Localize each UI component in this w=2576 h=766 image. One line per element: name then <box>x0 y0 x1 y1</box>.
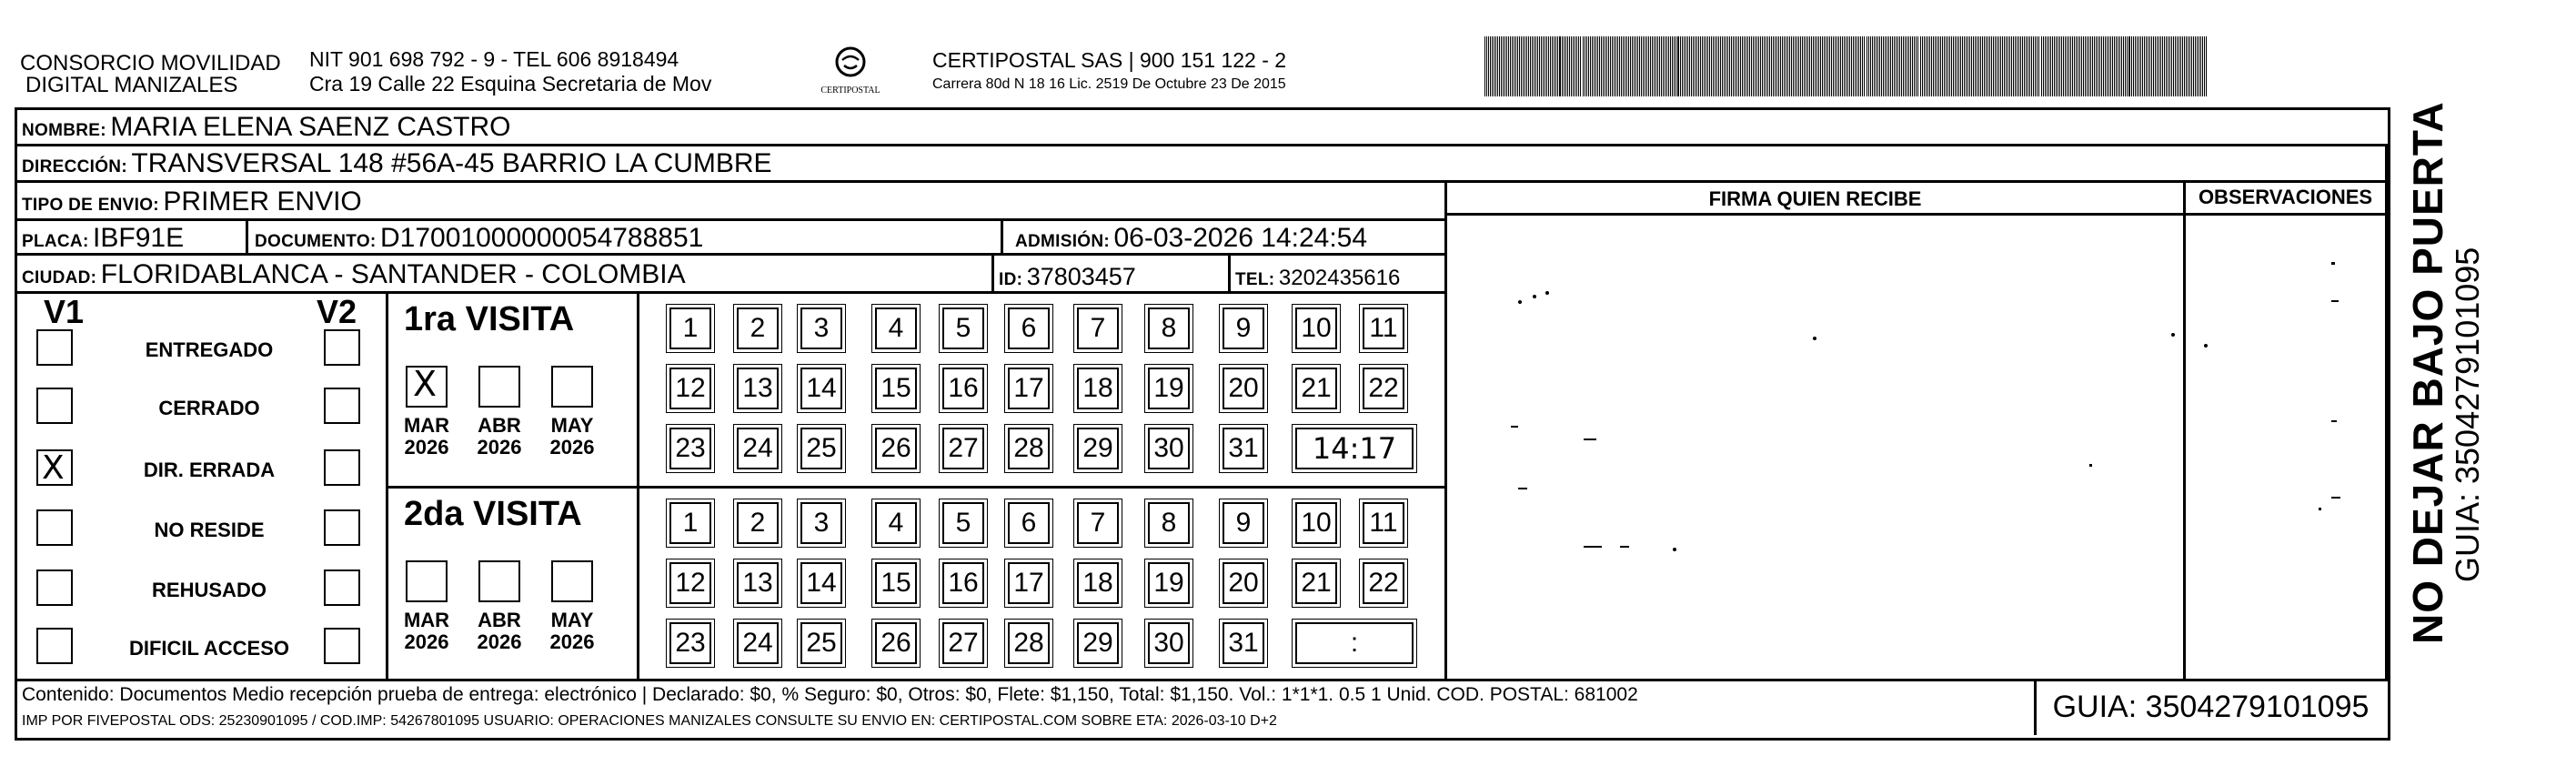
documento-value: D17001000000054788851 <box>380 223 704 253</box>
ciudad-value: FLORIDABLANCA - SANTANDER - COLOMBIA <box>100 259 686 289</box>
visit2-day-6[interactable]: 6 <box>1008 502 1050 544</box>
id-label: ID: <box>999 270 1023 289</box>
div-placa-doc <box>246 218 248 253</box>
visit2-day-10[interactable]: 10 <box>1295 502 1337 544</box>
direccion-label: DIRECCIÓN: <box>22 157 127 176</box>
v1-checkbox-4[interactable] <box>36 569 73 606</box>
visit1-day-9[interactable]: 9 <box>1223 307 1264 349</box>
rule-nombre <box>15 144 2390 146</box>
visit1-day-24[interactable]: 24 <box>737 428 779 469</box>
rule-ciudad <box>15 291 1444 294</box>
courier-logo-text: CERTIPOSTAL <box>820 86 880 96</box>
visit1-month-label-2 <box>540 415 604 459</box>
courier-line: CERTIPOSTAL SAS | 900 151 122 - 2 <box>932 48 1287 72</box>
field-tipo <box>22 187 362 217</box>
visit2-day-27[interactable]: 27 <box>942 622 984 664</box>
visit2-day-18[interactable]: 18 <box>1077 562 1119 604</box>
month-name: ABR <box>478 609 521 631</box>
status-label-5: DIFICIL ACCESO <box>128 637 289 660</box>
month-check-mark: X <box>413 364 438 404</box>
v1-checkbox-2[interactable] <box>36 449 73 486</box>
documento-label: DOCUMENTO: <box>255 232 377 251</box>
visit2-day-30[interactable]: 30 <box>1148 622 1190 664</box>
visit1-day-26[interactable]: 26 <box>875 428 917 469</box>
visit1-month-label-0 <box>395 415 458 459</box>
v1-checkbox-0[interactable] <box>36 329 73 366</box>
v1-checkbox-1[interactable] <box>36 388 73 424</box>
visit1-day-28[interactable]: 28 <box>1008 428 1050 469</box>
field-admision <box>1015 224 1367 253</box>
month-year: 2026 <box>404 630 449 653</box>
visit2-month-box-2[interactable] <box>551 560 593 602</box>
month-year: 2026 <box>404 436 449 459</box>
field-ciudad <box>22 260 686 289</box>
field-nombre <box>22 113 510 142</box>
v2-checkbox-4[interactable] <box>324 569 360 606</box>
courier-info <box>932 47 1286 95</box>
visit1-month-box-2[interactable] <box>551 366 593 408</box>
visit2-time-box[interactable]: : <box>1295 622 1414 664</box>
admision-value: 06-03-2026 14:24:54 <box>1113 223 1368 253</box>
visit1-day-17[interactable]: 17 <box>1008 368 1050 409</box>
visit1-day-31[interactable]: 31 <box>1223 428 1264 469</box>
visit2-month-label-0 <box>395 610 458 653</box>
no-dejar-warning: NO DEJAR BAJO PUERTA <box>2404 101 2451 644</box>
v2-checkbox-0[interactable] <box>324 329 360 366</box>
visit2-day-25[interactable]: 25 <box>800 622 842 664</box>
visit2-day-2[interactable]: 2 <box>737 502 779 544</box>
visit2-day-22[interactable]: 22 <box>1363 562 1404 604</box>
month-name: MAR <box>403 414 450 437</box>
visit1-day-4[interactable]: 4 <box>875 307 917 349</box>
month-year: 2026 <box>549 630 595 653</box>
visit-title-1: 1ra VISITA <box>404 300 575 338</box>
visit1-day-21[interactable]: 21 <box>1295 368 1337 409</box>
div-months-days <box>637 291 639 679</box>
visit2-day-24[interactable]: 24 <box>737 622 779 664</box>
v2-header: V2 <box>317 293 357 330</box>
status-label-4: REHUSADO <box>152 579 267 601</box>
v1-check-mark: X <box>42 449 65 487</box>
visit1-day-27[interactable]: 27 <box>942 428 984 469</box>
courier-logo-icon <box>810 42 891 102</box>
month-year: 2026 <box>477 630 522 653</box>
visit2-day-26[interactable]: 26 <box>875 622 917 664</box>
nombre-value: MARIA ELENA SAENZ CASTRO <box>110 112 511 142</box>
visit1-month-box-0[interactable] <box>406 366 448 408</box>
ciudad-label: CIUDAD: <box>22 268 97 287</box>
footer-imp: IMP POR FIVEPOSTAL ODS: 25230901095 / COD.IMP: 54267801095 USUARIO: OPERACIONES MANIZALES CONSULTE SU ENVIO EN: CERTIPOSTAL.COM SOBRE ETA: 2026-03-10 D+2 <box>22 713 1277 729</box>
company-contact <box>309 47 711 96</box>
visit1-day-19[interactable]: 19 <box>1148 368 1190 409</box>
visit1-day-29[interactable]: 29 <box>1077 428 1119 469</box>
visit2-day-23[interactable]: 23 <box>669 622 711 664</box>
visit2-month-label-2 <box>540 610 604 653</box>
visit1-day-1[interactable]: 1 <box>669 307 711 349</box>
field-documento <box>255 224 703 253</box>
visit2-day-8[interactable]: 8 <box>1148 502 1190 544</box>
v1-header: V1 <box>44 293 85 330</box>
visit2-day-29[interactable]: 29 <box>1077 622 1119 664</box>
courier-logo <box>810 42 891 102</box>
visit1-day-6[interactable]: 6 <box>1008 307 1050 349</box>
visit1-day-25[interactable]: 25 <box>800 428 842 469</box>
side-guia-number: GUIA: 3504279101095 <box>2449 247 2486 582</box>
firma-header: FIRMA QUIEN RECIBE <box>1708 187 1922 210</box>
status-label-2: DIR. ERRADA <box>143 459 276 481</box>
visit2-day-1[interactable]: 1 <box>669 502 711 544</box>
visit1-day-14[interactable]: 14 <box>800 368 842 409</box>
visit1-day-7[interactable]: 7 <box>1077 307 1119 349</box>
direccion-value: TRANSVERSAL 148 #56A-45 BARRIO LA CUMBRE <box>131 148 772 178</box>
company-name-line2: DIGITAL MANIZALES <box>25 73 238 97</box>
rule-tipo <box>15 218 1444 221</box>
month-name: MAY <box>550 609 594 631</box>
tipo-value: PRIMER ENVIO <box>163 186 362 217</box>
barcode <box>1483 36 2210 96</box>
placa-label: PLACA: <box>22 232 89 251</box>
visit1-day-15[interactable]: 15 <box>875 368 917 409</box>
visit1-time-box[interactable]: 14:17 <box>1295 428 1414 469</box>
field-tel <box>1235 264 1400 293</box>
tel-label: TEL: <box>1235 270 1275 289</box>
visit1-day-10[interactable]: 10 <box>1295 307 1337 349</box>
observaciones-specks <box>2186 218 2385 679</box>
v1-checkbox-3[interactable] <box>36 509 73 546</box>
status-label-3: NO RESIDE <box>154 519 265 541</box>
tipo-label: TIPO DE ENVIO: <box>22 196 159 215</box>
v2-checkbox-2[interactable] <box>324 449 360 486</box>
visit2-day-21[interactable]: 21 <box>1295 562 1337 604</box>
visit2-day-28[interactable]: 28 <box>1008 622 1050 664</box>
visit2-month-label-1 <box>468 610 531 653</box>
visit1-day-5[interactable]: 5 <box>942 307 984 349</box>
visit2-day-17[interactable]: 17 <box>1008 562 1050 604</box>
visit1-day-18[interactable]: 18 <box>1077 368 1119 409</box>
visit1-day-11[interactable]: 11 <box>1363 307 1404 349</box>
v2-checkbox-3[interactable] <box>324 509 360 546</box>
div-ciudad-id <box>991 253 994 291</box>
visit2-day-19[interactable]: 19 <box>1148 562 1190 604</box>
field-placa <box>22 224 184 253</box>
address-line: Cra 19 Calle 22 Esquina Secretaria de Mov <box>309 72 712 96</box>
company-name-line1: CONSORCIO MOVILIDAD <box>20 51 281 76</box>
company-name <box>20 53 281 96</box>
observaciones-area <box>2186 218 2385 679</box>
signature-area <box>1447 218 2183 679</box>
rule-visits-split <box>386 486 1444 489</box>
visit1-month-label-1 <box>468 415 531 459</box>
month-name: MAY <box>550 414 594 437</box>
courier-address: Carrera 80d N 18 16 Lic. 2519 De Octubre 23 De 2015 <box>932 76 1286 92</box>
div-doc-adm <box>1001 218 1003 253</box>
v2-checkbox-1[interactable] <box>324 388 360 424</box>
signature-specks <box>1447 218 2183 679</box>
visit1-day-22[interactable]: 22 <box>1363 368 1404 409</box>
guia-number: GUIA: 3504279101095 <box>2034 679 2385 735</box>
visit2-day-31[interactable]: 31 <box>1223 622 1264 664</box>
visit2-day-13[interactable]: 13 <box>737 562 779 604</box>
month-name: MAR <box>403 609 450 631</box>
visit2-day-11[interactable]: 11 <box>1363 502 1404 544</box>
visit2-month-box-0[interactable] <box>406 560 448 602</box>
visit2-day-9[interactable]: 9 <box>1223 502 1264 544</box>
month-year: 2026 <box>549 436 595 459</box>
rule-direccion <box>15 180 2390 183</box>
visit1-day-3[interactable]: 3 <box>800 307 842 349</box>
nit-line: NIT 901 698 792 - 9 - TEL 606 8918494 <box>309 47 679 71</box>
visit2-day-20[interactable]: 20 <box>1223 562 1264 604</box>
placa-value: IBF91E <box>93 223 185 253</box>
field-direccion <box>22 149 772 178</box>
visit2-month-box-1[interactable] <box>478 560 520 602</box>
status-label-1: CERRADO <box>158 397 260 419</box>
visit1-day-12[interactable]: 12 <box>669 368 711 409</box>
visit2-day-4[interactable]: 4 <box>875 502 917 544</box>
admision-label: ADMISIÓN: <box>1015 232 1111 251</box>
visit1-day-23[interactable]: 23 <box>669 428 711 469</box>
visit1-day-13[interactable]: 13 <box>737 368 779 409</box>
tel-value: 3202435616 <box>1278 266 1401 290</box>
col-obs-right <box>2385 144 2388 679</box>
visit2-day-5[interactable]: 5 <box>942 502 984 544</box>
div-status-visits <box>386 291 388 679</box>
nombre-label: NOMBRE: <box>22 121 106 140</box>
visit2-day-7[interactable]: 7 <box>1077 502 1119 544</box>
visit1-day-16[interactable]: 16 <box>942 368 984 409</box>
rule-col-heads <box>1444 213 2390 216</box>
visit1-day-30[interactable]: 30 <box>1148 428 1190 469</box>
status-label-0: ENTREGADO <box>145 338 274 361</box>
month-name: ABR <box>478 414 521 437</box>
visit-title-2: 2da VISITA <box>404 495 582 533</box>
visit1-day-20[interactable]: 20 <box>1223 368 1264 409</box>
field-id <box>999 262 1136 291</box>
visit2-day-12[interactable]: 12 <box>669 562 711 604</box>
id-value: 37803457 <box>1026 263 1136 290</box>
v1-checkbox-5[interactable] <box>36 628 73 664</box>
visit2-day-3[interactable]: 3 <box>800 502 842 544</box>
visit2-day-16[interactable]: 16 <box>942 562 984 604</box>
v2-checkbox-5[interactable] <box>324 628 360 664</box>
footer-contenido: Contenido: Documentos Medio recepción prueba de entrega: electrónico | Declarado: $0, % Seguro: $0, Otros: $0, Flete: $1,150, Total: $1,150. Vol.: 1*1*1. 0.5 1 Unid. COD. POSTAL: 681002 <box>22 684 1638 705</box>
observaciones-header: OBSERVACIONES <box>2198 186 2373 208</box>
visit1-day-2[interactable]: 2 <box>737 307 779 349</box>
visit1-month-box-1[interactable] <box>478 366 520 408</box>
div-id-tel <box>1228 253 1231 291</box>
visit2-day-14[interactable]: 14 <box>800 562 842 604</box>
visit2-day-15[interactable]: 15 <box>875 562 917 604</box>
month-year: 2026 <box>477 436 522 459</box>
visit1-day-8[interactable]: 8 <box>1148 307 1190 349</box>
